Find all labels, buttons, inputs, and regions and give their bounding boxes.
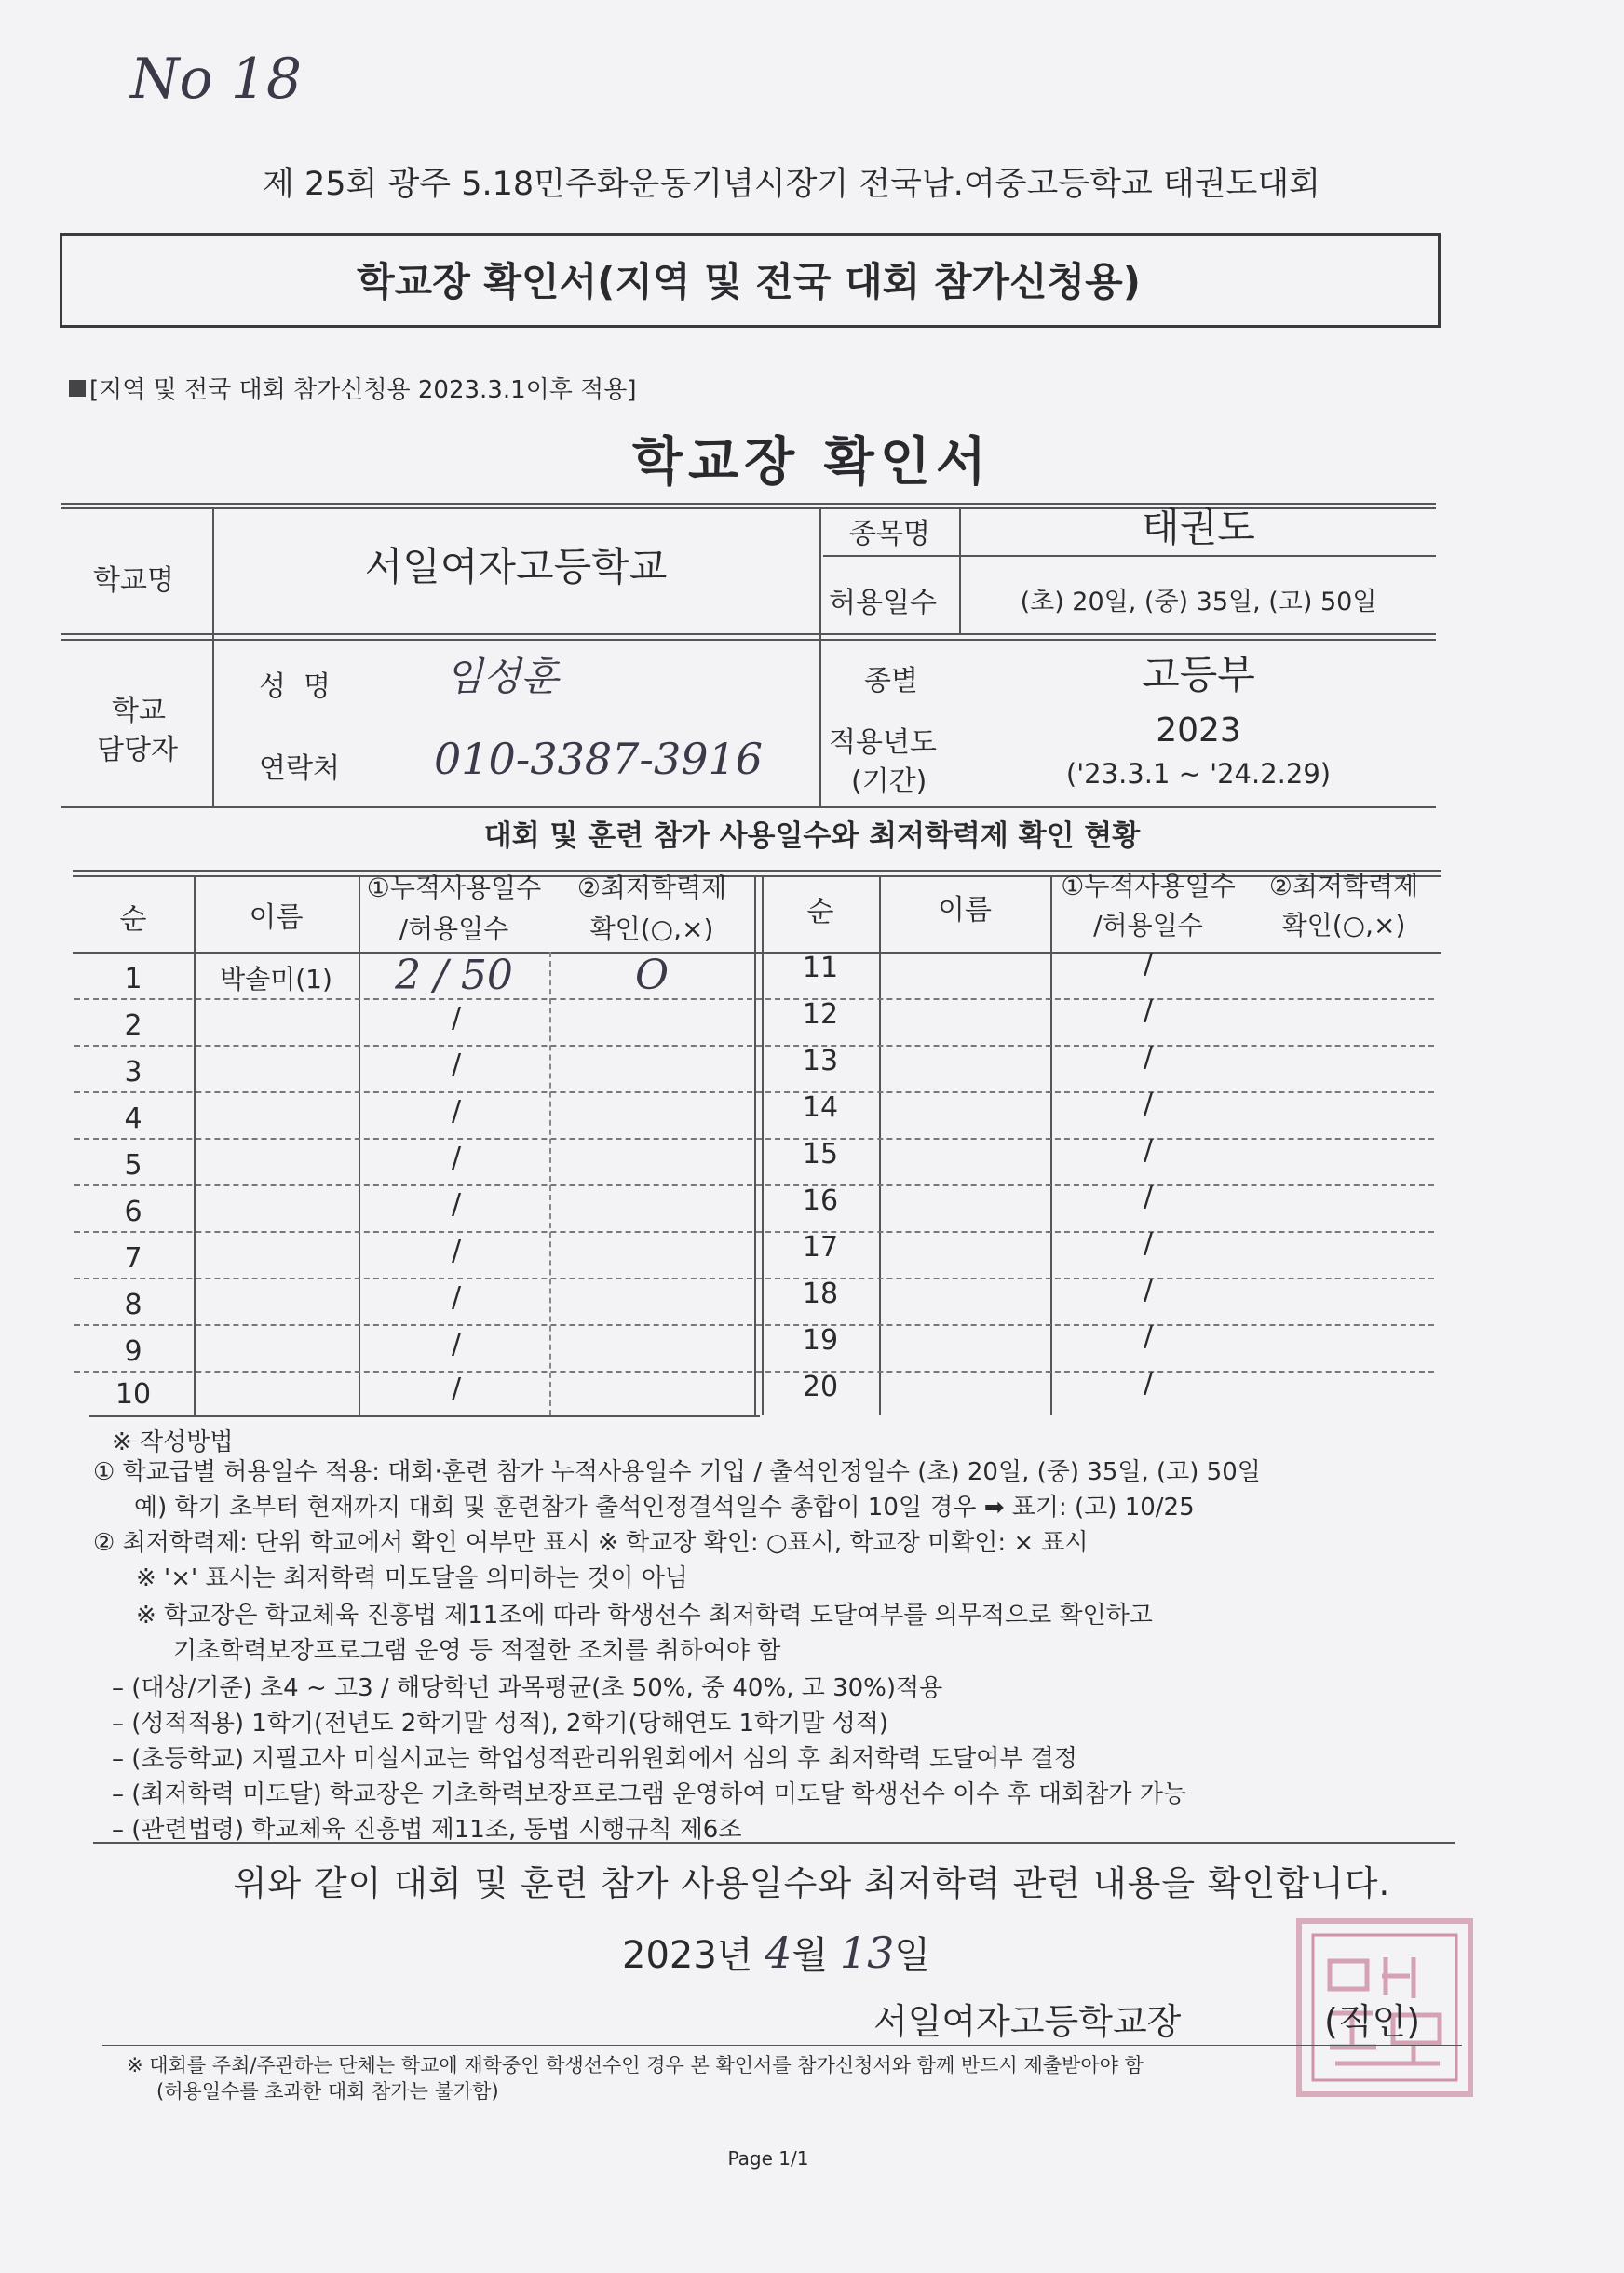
notice-label: [지역 및 전국 대회 참가신청용 2023.3.1이후 적용] [89,376,637,404]
row-no: 2 [124,1009,142,1042]
contact-label: 연락처 [259,752,340,785]
signer: 서일여자고등학교장 [873,2001,1182,2042]
event-label: 종목명 [849,518,930,550]
name-label: 성 명 [259,670,332,703]
date-month-suffix: 월 [792,1934,829,1977]
notes-line: ② 최저학력제: 단위 학교에서 확인 여부만 표시 ※ 학교장 확인: ○표시, 학교장 미확인: × 표시 [93,1529,1089,1557]
row-days-slash: / [1143,1227,1154,1260]
date-line [622,1926,930,1979]
year-label-1: 적용년도 [829,726,937,759]
row-no: 6 [124,1196,142,1228]
row-no: 19 [802,1324,839,1357]
year-value: 2023 [1156,711,1241,750]
manager-label-1: 학교 [112,695,166,727]
row-no: 15 [802,1138,839,1170]
name-signature: 임성훈 [445,654,559,699]
row-days-slash: / [1143,1320,1154,1353]
seal-label: (직인) [1324,2001,1421,2042]
header-check-right-1: ②최저학력제 [1268,871,1419,901]
header-no-left: 순 [119,903,147,936]
footer-note-1: ※ 대회를 주최/주관하는 단체는 학교에 재학중인 학생선수인 경우 본 확인서를 참가신청서와 함께 반드시 제출받아야 함 [127,2054,1144,2077]
period-value: ('23.3.1 ~ '24.2.29) [1065,758,1332,790]
row-days-slash: / [451,1142,462,1174]
row-no: 16 [802,1184,839,1217]
notes-line: – (대상/기준) 초4 ~ 고3 / 해당학년 과목평균(초 50%, 중 40%, 고 30%)적용 [112,1674,943,1702]
row-days-slash: / [451,1049,462,1081]
notes-line: – (최저학력 미도달) 학교장은 기초학력보장프로그램 운영하여 미도달 학생선수 이수 후 대회참가 가능 [112,1780,1186,1808]
header-check-left-2: 확인(○,×) [589,913,714,944]
manager-label-2: 담당자 [97,734,178,766]
page-number: Page 1/1 [727,2147,809,2170]
notes-heading: ※ 작성방법 [112,1428,234,1456]
header-name-right: 이름 [938,894,992,927]
row-days-slash: / [451,1235,462,1267]
date-year: 2023년 [622,1934,753,1977]
row-days-slash: / [1143,1134,1154,1167]
event-value: 태권도 [1142,505,1255,550]
row-name: 박솔미(1) [220,964,332,994]
row-days-slash: / [451,1095,462,1128]
boxed-title: 학교장 확인서(지역 및 전국 대회 참가신청용) [357,259,1141,304]
doc-number: No 18 [130,47,303,112]
row-days-slash: / [451,1002,462,1035]
header-days-right-1: ①누적사용일수 [1061,871,1236,901]
row-days-slash: / [1143,948,1154,981]
competition-title: 제 25회 광주 5.18민주화운동기념시장기 전국남.여중고등학교 태권도대회 [263,166,1320,203]
division-value: 고등부 [1142,652,1255,697]
row-no: 9 [124,1335,142,1368]
footer-note-2: (허용일수를 초과한 대회 참가는 불가함) [156,2080,499,2103]
date-month: 4 [765,1928,792,1978]
row-no: 10 [115,1378,152,1411]
header-days-right-2: /허용일수 [1093,910,1203,940]
header-check-left-1: ②최저학력제 [576,873,727,903]
notes-line: – (관련법령) 학교체육 진흥법 제11조, 동법 시행규칙 제6조 [112,1816,742,1844]
main-title: 학교장 확인서 [631,432,993,493]
row-days-slash: / [1143,1367,1154,1400]
notes-line: 예) 학기 초부터 현재까지 대회 및 훈련참가 출석인정결석일수 총합이 10일 경우 ➡ 표기: (고) 10/25 [134,1494,1195,1522]
row-no: 12 [802,998,839,1031]
allowed-days-label: 허용일수 [829,587,937,619]
notes-line: – (성적적용) 1학기(전년도 2학기말 성적), 2학기(당해연도 1학기말 성적) [112,1710,889,1738]
row-no: 1 [124,963,142,995]
row-days-slash: / [1143,1041,1154,1074]
header-days-left-1: ①누적사용일수 [366,873,542,903]
year-label-2: (기간) [851,765,927,798]
confirm-statement: 위와 같이 대회 및 훈련 참가 사용일수와 최저학력 관련 내용을 확인합니다. [233,1863,1391,1903]
row-no: 13 [802,1045,839,1077]
row-no: 8 [124,1289,142,1321]
row-days-slash: / [451,1328,462,1360]
table-title: 대회 및 훈련 참가 사용일수와 최저학력제 확인 현황 [483,819,1141,853]
notice-bullet-icon [69,380,86,397]
notes-line: 기초학력보장프로그램 운영 등 적절한 조치를 취하여야 함 [173,1637,781,1665]
row-days-slash: / [1143,1181,1154,1213]
row-no: 20 [802,1371,839,1403]
notes-line: – (초등학교) 지필고사 미실시교는 학업성적관리위원회에서 심의 후 최저학력 도달여부 결정 [112,1745,1077,1773]
row-days-handwritten: 2 / 50 [395,952,513,999]
row-no: 7 [124,1242,142,1275]
header-no-right: 순 [806,896,834,928]
row-days-slash: / [451,1373,462,1405]
date-day: 13 [839,1928,895,1978]
notes-line: ※ 학교장은 학교체육 진흥법 제11조에 따라 학생선수 최저학력 도달여부를 의무적으로 확인하고 [136,1602,1153,1630]
row-days-slash: / [1143,994,1154,1027]
row-no: 5 [124,1149,142,1182]
row-no: 18 [802,1278,839,1310]
header-name-left: 이름 [249,901,304,934]
header-check-right-2: 확인(○,×) [1281,910,1406,940]
notes-line: ※ '×' 표시는 최저학력 미도달을 의미하는 것이 아님 [136,1564,688,1592]
date-day-suffix: 일 [894,1934,930,1977]
division-label: 종별 [864,665,918,697]
school-label: 학교명 [93,564,174,597]
row-check-handwritten: O [634,952,670,999]
school-value: 서일여자고등학교 [364,544,668,589]
row-days-slash: / [451,1188,462,1221]
row-no: 11 [802,952,839,984]
allowed-days-value: (초) 20일, (중) 35일, (고) 50일 [1020,588,1377,616]
row-no: 14 [802,1091,839,1124]
row-no: 3 [124,1056,142,1089]
row-no: 17 [802,1231,839,1264]
row-no: 4 [124,1103,142,1135]
row-days-slash: / [1143,1274,1154,1306]
header-days-left-2: /허용일수 [399,913,509,944]
row-days-slash: / [1143,1088,1154,1120]
notes-line: ① 학교급별 허용일수 적용: 대회·훈련 참가 누적사용일수 기입 / 출석인정일수 (초) 20일, (중) 35일, (고) 50일 [93,1458,1261,1486]
contact-value: 010-3387-3916 [434,734,764,784]
row-days-slash: / [451,1281,462,1314]
